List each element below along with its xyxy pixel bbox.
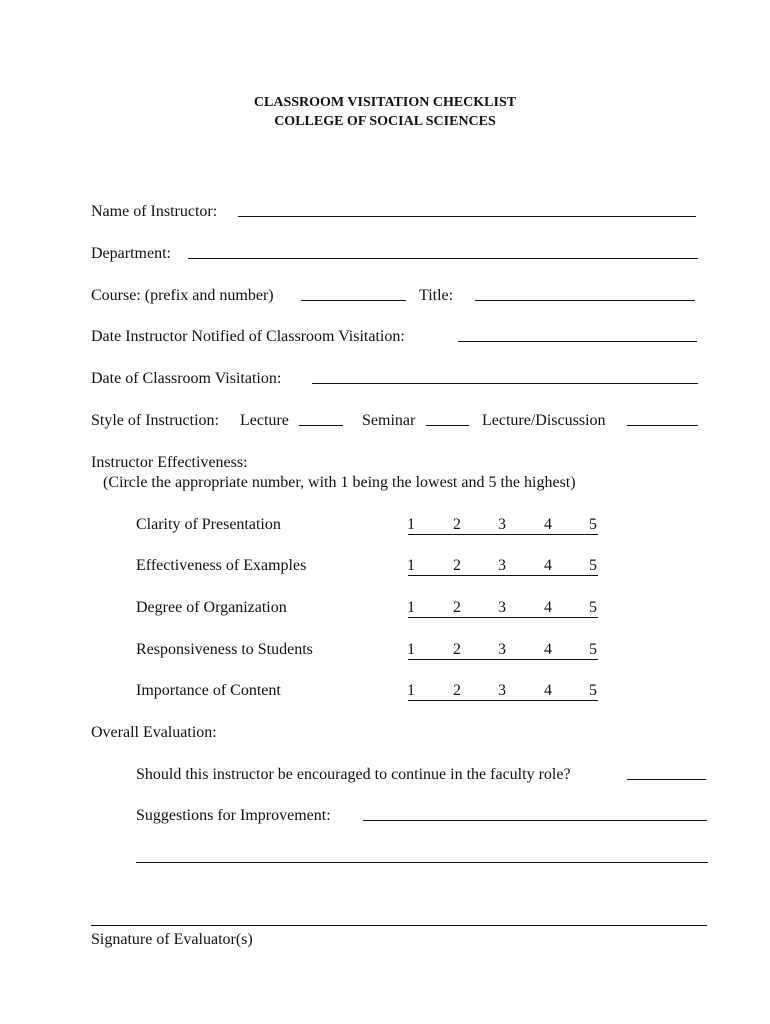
style-lecture-label: Lecture bbox=[240, 412, 289, 429]
course-label: Course: (prefix and number) bbox=[91, 287, 274, 304]
field-underline bbox=[363, 820, 707, 821]
rating-option[interactable]: 2 bbox=[453, 682, 461, 699]
signature-field[interactable] bbox=[91, 909, 707, 929]
rating-option[interactable]: 1 bbox=[407, 682, 415, 699]
style-label: Style of Instruction: bbox=[91, 412, 219, 429]
date-notified-field[interactable] bbox=[458, 325, 697, 345]
rating-option[interactable]: 4 bbox=[544, 516, 552, 533]
field-underline bbox=[301, 300, 406, 301]
rating-option[interactable]: 5 bbox=[589, 557, 597, 574]
style-lecture-field[interactable] bbox=[299, 409, 343, 429]
field-underline bbox=[299, 425, 343, 426]
style-discussion-field[interactable] bbox=[627, 409, 698, 429]
suggestions-label: Suggestions for Improvement: bbox=[136, 807, 331, 824]
field-underline bbox=[627, 779, 706, 780]
rating-option[interactable]: 1 bbox=[407, 516, 415, 533]
field-underline bbox=[136, 862, 708, 863]
rating-scale-row bbox=[408, 600, 598, 622]
criterion-label: Responsiveness to Students bbox=[136, 641, 313, 658]
field-underline bbox=[458, 341, 697, 342]
rating-option[interactable]: 4 bbox=[544, 557, 552, 574]
college-name: COLLEGE OF SOCIAL SCIENCES bbox=[274, 114, 496, 129]
rating-option[interactable]: 5 bbox=[589, 682, 597, 699]
field-underline bbox=[627, 425, 698, 426]
rating-option[interactable]: 3 bbox=[498, 599, 506, 616]
criterion-label: Effectiveness of Examples bbox=[136, 557, 307, 574]
rating-underline bbox=[408, 659, 598, 660]
style-seminar-label: Seminar bbox=[362, 412, 416, 429]
rating-underline bbox=[408, 700, 598, 701]
rating-option[interactable]: 3 bbox=[498, 682, 506, 699]
style-discussion-label: Lecture/Discussion bbox=[482, 412, 606, 429]
rating-option[interactable]: 5 bbox=[589, 641, 597, 658]
rating-option[interactable]: 4 bbox=[544, 682, 552, 699]
continue-question: Should this instructor be encouraged to continue in the faculty role? bbox=[136, 766, 571, 783]
department-field[interactable] bbox=[188, 242, 698, 262]
rating-option[interactable]: 1 bbox=[407, 641, 415, 658]
rating-option[interactable]: 3 bbox=[498, 516, 506, 533]
criterion-label: Clarity of Presentation bbox=[136, 516, 281, 533]
date-visit-field[interactable] bbox=[312, 367, 698, 387]
rating-scale-row bbox=[408, 517, 598, 539]
criterion-label: Degree of Organization bbox=[136, 599, 287, 616]
rating-option[interactable]: 5 bbox=[589, 599, 597, 616]
field-underline bbox=[426, 425, 469, 426]
rating-scale-row bbox=[408, 642, 598, 664]
rating-option[interactable]: 4 bbox=[544, 641, 552, 658]
rating-option[interactable]: 2 bbox=[453, 557, 461, 574]
rating-option[interactable]: 3 bbox=[498, 557, 506, 574]
effectiveness-heading: Instructor Effectiveness: bbox=[91, 454, 248, 471]
rating-option[interactable]: 2 bbox=[453, 599, 461, 616]
rating-option[interactable]: 4 bbox=[544, 599, 552, 616]
signature-label: Signature of Evaluator(s) bbox=[91, 931, 253, 948]
overall-heading: Overall Evaluation: bbox=[91, 724, 217, 741]
rating-option[interactable]: 2 bbox=[453, 641, 461, 658]
date-notified-label: Date Instructor Notified of Classroom Visitation: bbox=[91, 328, 405, 345]
suggestions-field[interactable] bbox=[363, 804, 707, 824]
course-title-field[interactable] bbox=[475, 284, 695, 304]
rating-scale-row bbox=[408, 558, 598, 580]
field-underline bbox=[475, 300, 695, 301]
rating-underline bbox=[408, 534, 598, 535]
course-field[interactable] bbox=[301, 284, 406, 304]
rating-option[interactable]: 3 bbox=[498, 641, 506, 658]
rating-option[interactable]: 5 bbox=[589, 516, 597, 533]
course-title-label: Title: bbox=[419, 287, 454, 304]
field-underline bbox=[238, 216, 696, 217]
field-underline bbox=[188, 258, 698, 259]
rating-scale-row bbox=[408, 683, 598, 705]
form-title: CLASSROOM VISITATION CHECKLIST bbox=[253, 95, 517, 110]
field-underline bbox=[312, 383, 698, 384]
rating-underline bbox=[408, 617, 598, 618]
instructor-name-field[interactable] bbox=[238, 200, 696, 220]
signature-line bbox=[91, 925, 707, 926]
instructor-name-label: Name of Instructor: bbox=[91, 203, 218, 220]
criterion-label: Importance of Content bbox=[136, 682, 281, 699]
effectiveness-instructions: (Circle the appropriate number, with 1 being the lowest and 5 the highest) bbox=[103, 474, 576, 491]
rating-option[interactable]: 1 bbox=[407, 557, 415, 574]
rating-option[interactable]: 2 bbox=[453, 516, 461, 533]
suggestions-field-continued[interactable] bbox=[136, 846, 708, 866]
department-label: Department: bbox=[91, 245, 171, 262]
rating-option[interactable]: 1 bbox=[407, 599, 415, 616]
continue-answer-field[interactable] bbox=[627, 763, 706, 783]
rating-underline bbox=[408, 575, 598, 576]
style-seminar-field[interactable] bbox=[426, 409, 469, 429]
date-visit-label: Date of Classroom Visitation: bbox=[91, 370, 282, 387]
